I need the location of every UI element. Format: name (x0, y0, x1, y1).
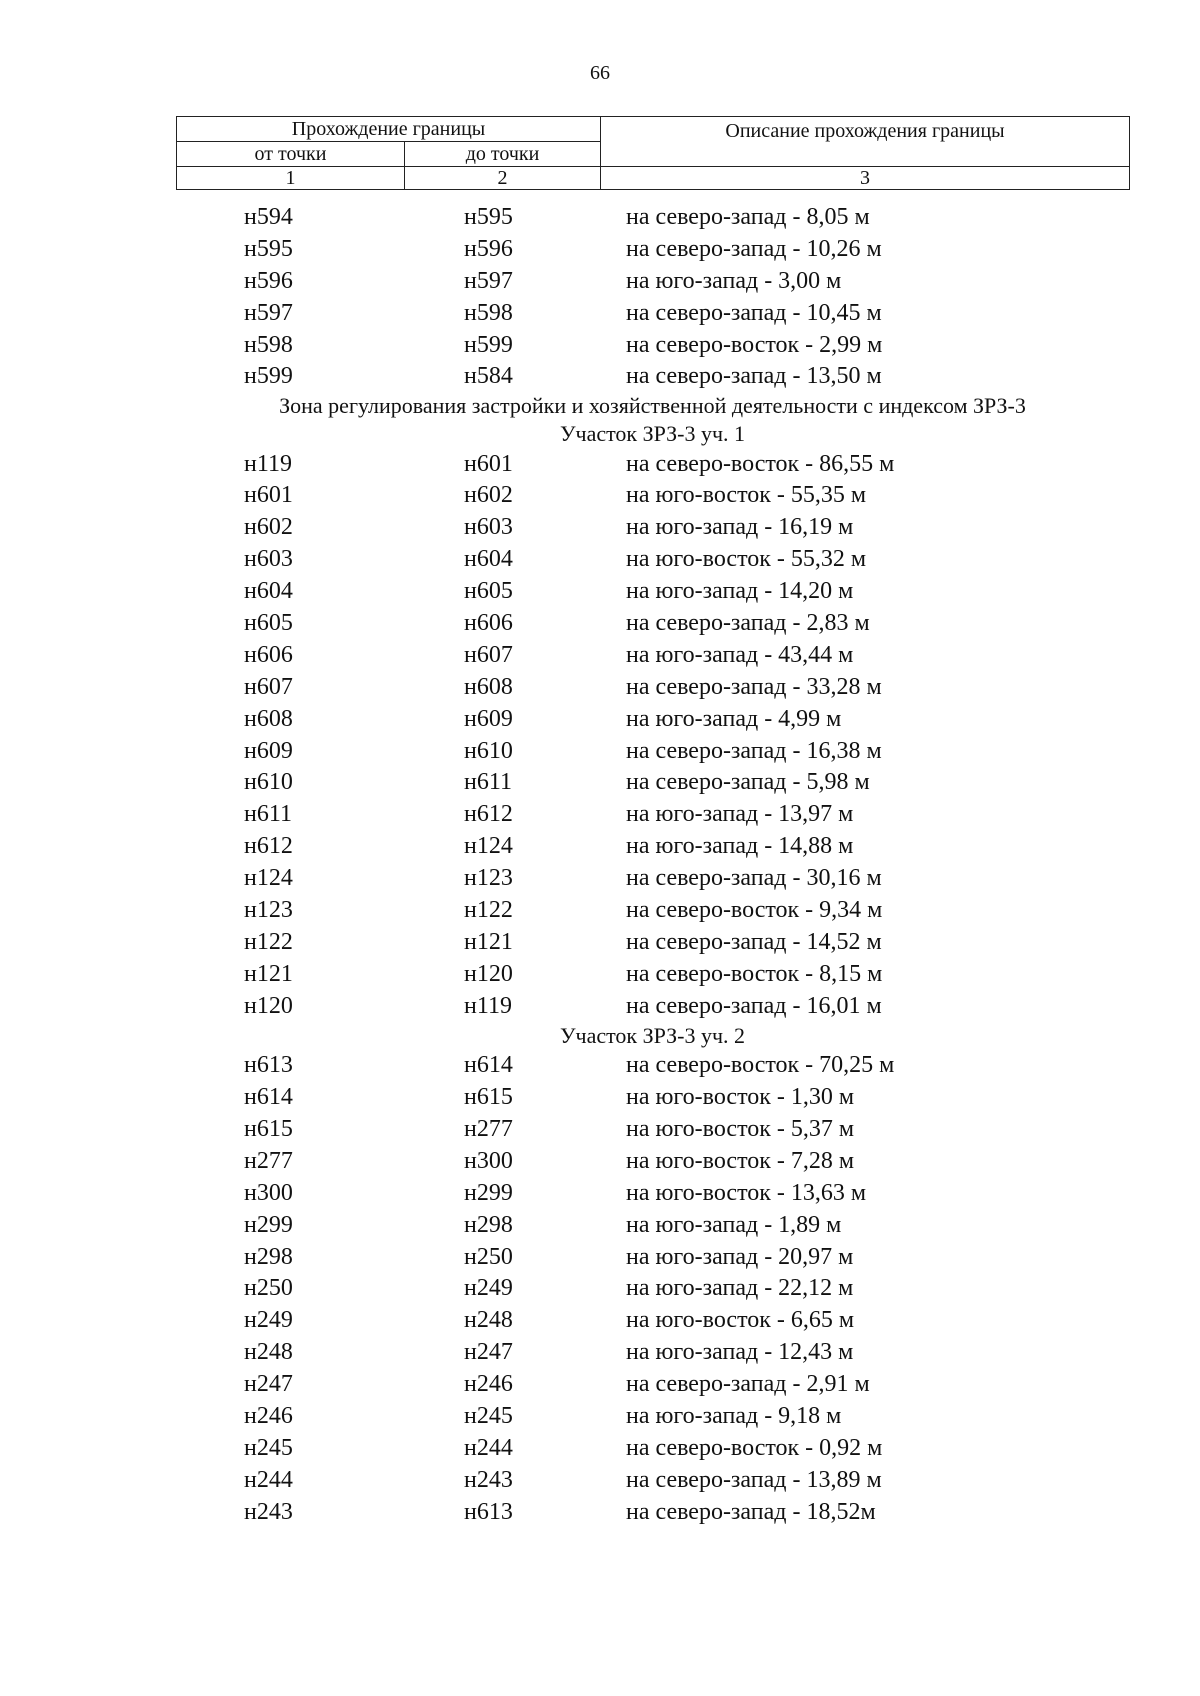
zone-heading: Зона регулирования застройки и хозяйственной деятельности с индексом ЗРЗ-3 (279, 393, 1026, 419)
description-cell: на северо-восток - 2,99 м (626, 331, 883, 358)
to-point-cell: н606 (464, 609, 513, 636)
description-cell: на юго-запад - 4,99 м (626, 705, 842, 732)
table-row (176, 1433, 1129, 1465)
from-point-cell: н614 (244, 1084, 293, 1111)
from-point-cell: н610 (244, 769, 293, 796)
from-point-cell: н244 (244, 1466, 293, 1493)
from-point-cell: н243 (244, 1498, 293, 1525)
from-point-cell: н607 (244, 673, 293, 700)
description-cell: на северо-запад - 30,16 м (626, 865, 882, 892)
table-row (176, 1273, 1129, 1305)
description-cell: на юго-запад - 12,43 м (626, 1339, 854, 1366)
table-row (176, 1242, 1129, 1274)
to-point-cell: н609 (464, 705, 513, 732)
from-point-cell: н298 (244, 1243, 293, 1270)
page-number: 66 (590, 62, 610, 84)
to-point-cell: н599 (464, 331, 513, 358)
from-point-cell: н245 (244, 1434, 293, 1461)
table-row (176, 544, 1129, 576)
to-point-cell: н611 (464, 769, 512, 796)
table-row (176, 831, 1129, 863)
description-cell: на юго-запад - 20,97 м (626, 1243, 854, 1270)
to-point-cell: н245 (464, 1402, 513, 1429)
from-point-cell: н603 (244, 546, 293, 573)
table-row (176, 672, 1129, 704)
section-heading: Участок ЗРЗ-3 уч. 2 (559, 1022, 746, 1048)
from-point-cell: н598 (244, 331, 293, 358)
from-point-cell: н120 (244, 992, 293, 1019)
description-cell: на юго-восток - 55,35 м (626, 482, 867, 509)
description-cell: на юго-запад - 13,97 м (626, 801, 854, 828)
to-point-cell: н123 (464, 865, 513, 892)
description-cell: на северо-запад - 33,28 м (626, 673, 882, 700)
to-point-cell: н595 (464, 204, 513, 230)
description-cell: на северо-запад - 18,52м (626, 1498, 876, 1525)
to-point-cell: н300 (464, 1147, 513, 1174)
description-cell: на северо-запад - 10,45 м (626, 299, 882, 326)
description-cell: на северо-восток - 70,25 м (626, 1052, 895, 1079)
from-point-cell: н300 (244, 1179, 293, 1206)
table-row (176, 361, 1129, 393)
to-point-cell: н244 (464, 1434, 513, 1461)
header-col-number-2: 2 (405, 167, 601, 190)
from-point-cell: н121 (244, 960, 293, 987)
description-cell: на северо-запад - 5,98 м (626, 769, 870, 796)
from-point-cell: н601 (244, 482, 293, 509)
table-row (176, 1369, 1129, 1401)
table-row (176, 234, 1129, 266)
from-point-cell: н604 (244, 578, 293, 605)
to-point-cell: н243 (464, 1466, 513, 1493)
to-point-cell: н597 (464, 267, 513, 294)
description-cell: на юго-запад - 14,88 м (626, 833, 854, 860)
table-row (176, 1146, 1129, 1178)
to-point-cell: н612 (464, 801, 513, 828)
table-row (176, 991, 1129, 1023)
table-row (176, 927, 1129, 959)
description-cell: на юго-запад - 1,89 м (626, 1211, 842, 1238)
from-point-cell: н606 (244, 641, 293, 668)
to-point-cell: н607 (464, 641, 513, 668)
table-row (176, 1178, 1129, 1210)
description-cell: на юго-запад - 9,18 м (626, 1402, 842, 1429)
from-point-cell: н247 (244, 1371, 293, 1398)
description-cell: на северо-запад - 14,52 м (626, 928, 882, 955)
description-cell: на северо-запад - 2,83 м (626, 609, 870, 636)
from-point-cell: н609 (244, 737, 293, 764)
description-cell: на северо-восток - 86,55 м (626, 450, 895, 477)
table-row (176, 1401, 1129, 1433)
table-row (176, 1305, 1129, 1337)
table-row (176, 736, 1129, 768)
from-point-cell: н611 (244, 801, 292, 828)
description-cell: на юго-запад - 14,20 м (626, 578, 854, 605)
table-row (176, 1497, 1129, 1529)
to-point-cell: н249 (464, 1275, 513, 1302)
from-point-cell: н613 (244, 1052, 293, 1079)
to-point-cell: н250 (464, 1243, 513, 1270)
table-row (176, 202, 1129, 234)
to-point-cell: н613 (464, 1498, 513, 1525)
to-point-cell: н119 (464, 992, 512, 1019)
description-cell: на северо-запад - 10,26 м (626, 235, 882, 262)
to-point-cell: н604 (464, 546, 513, 573)
to-point-cell: н121 (464, 928, 513, 955)
from-point-cell: н249 (244, 1307, 293, 1334)
to-point-cell: н601 (464, 450, 513, 477)
table-row (176, 704, 1129, 736)
description-cell: на северо-запад - 16,01 м (626, 992, 882, 1019)
description-cell: на юго-восток - 55,32 м (626, 546, 867, 573)
to-point-cell: н610 (464, 737, 513, 764)
from-point-cell: н250 (244, 1275, 293, 1302)
description-cell: на северо-запад - 16,38 м (626, 737, 882, 764)
description-cell: на юго-запад - 3,00 м (626, 267, 842, 294)
table-row (176, 799, 1129, 831)
from-point-cell: н615 (244, 1115, 293, 1142)
to-point-cell: н247 (464, 1339, 513, 1366)
table-row (176, 1210, 1129, 1242)
description-cell: на юго-восток - 1,30 м (626, 1084, 855, 1111)
header-from-point: от точки (177, 142, 405, 167)
to-point-cell: н614 (464, 1052, 513, 1079)
description-cell: на северо-запад - 13,50 м (626, 363, 882, 390)
from-point-cell: н122 (244, 928, 293, 955)
table-row (176, 895, 1129, 927)
header-boundary-passage: Прохождение границы (177, 117, 601, 142)
to-point-cell: н603 (464, 514, 513, 541)
header-col-number-3: 3 (601, 167, 1130, 190)
to-point-cell: н596 (464, 235, 513, 262)
description-cell: на северо-запад - 2,91 м (626, 1371, 870, 1398)
to-point-cell: н120 (464, 960, 513, 987)
from-point-cell: н596 (244, 267, 293, 294)
header-to-point: до точки (405, 142, 601, 167)
to-point-cell: н298 (464, 1211, 513, 1238)
to-point-cell: н124 (464, 833, 513, 860)
table-row (176, 512, 1129, 544)
from-point-cell: н599 (244, 363, 293, 390)
from-point-cell: н246 (244, 1402, 293, 1429)
table-row (176, 959, 1129, 991)
from-point-cell: н612 (244, 833, 293, 860)
table-row (176, 480, 1129, 512)
section-heading: Участок ЗРЗ-3 уч. 1 (559, 420, 746, 446)
to-point-cell: н615 (464, 1084, 513, 1111)
boundary-rows (176, 202, 1129, 1529)
to-point-cell: н248 (464, 1307, 513, 1334)
table-row (176, 1465, 1129, 1497)
from-point-cell: н605 (244, 609, 293, 636)
from-point-cell: н608 (244, 705, 293, 732)
description-cell: на юго-восток - 5,37 м (626, 1115, 855, 1142)
description-cell: на северо-восток - 0,92 м (626, 1434, 883, 1461)
description-cell: на северо-восток - 9,34 м (626, 897, 883, 923)
header-boundary-description: Описание прохождения границы (601, 117, 1130, 167)
table-row (176, 298, 1129, 330)
description-cell: на юго-восток - 6,65 м (626, 1307, 855, 1334)
from-point-cell: н595 (244, 235, 293, 262)
to-point-cell: н299 (464, 1179, 513, 1206)
table-row (176, 640, 1129, 672)
table-row (176, 1050, 1129, 1082)
from-point-cell: н123 (244, 897, 293, 923)
header-col-number-1: 1 (177, 167, 405, 190)
table-row (176, 330, 1129, 362)
table-row (176, 608, 1129, 640)
from-point-cell: н119 (244, 450, 292, 477)
description-cell: на юго-запад - 43,44 м (626, 641, 854, 668)
description-cell: на северо-восток - 8,15 м (626, 960, 883, 987)
description-cell: на юго-запад - 16,19 м (626, 514, 854, 541)
table-row (176, 266, 1129, 298)
description-cell: на северо-запад - 8,05 м (626, 204, 870, 230)
to-point-cell: н605 (464, 578, 513, 605)
to-point-cell: н608 (464, 673, 513, 700)
to-point-cell: н584 (464, 363, 513, 390)
to-point-cell: н277 (464, 1115, 513, 1142)
from-point-cell: н602 (244, 514, 293, 541)
to-point-cell: н122 (464, 897, 513, 923)
table-row (176, 449, 1129, 481)
table-header (176, 116, 1130, 190)
from-point-cell: н594 (244, 204, 293, 230)
from-point-cell: н124 (244, 865, 293, 892)
table-row (176, 1337, 1129, 1369)
description-cell: на юго-восток - 7,28 м (626, 1147, 855, 1174)
from-point-cell: н597 (244, 299, 293, 326)
from-point-cell: н299 (244, 1211, 293, 1238)
description-cell: на северо-запад - 13,89 м (626, 1466, 882, 1493)
table-row (176, 1114, 1129, 1146)
to-point-cell: н246 (464, 1371, 513, 1398)
from-point-cell: н277 (244, 1147, 293, 1174)
table-row (176, 767, 1129, 799)
table-row (176, 576, 1129, 608)
table-row (176, 1082, 1129, 1114)
from-point-cell: н248 (244, 1339, 293, 1366)
description-cell: на юго-запад - 22,12 м (626, 1275, 854, 1302)
table-row (176, 863, 1129, 895)
to-point-cell: н598 (464, 299, 513, 326)
description-cell: на юго-восток - 13,63 м (626, 1179, 867, 1206)
to-point-cell: н602 (464, 482, 513, 509)
